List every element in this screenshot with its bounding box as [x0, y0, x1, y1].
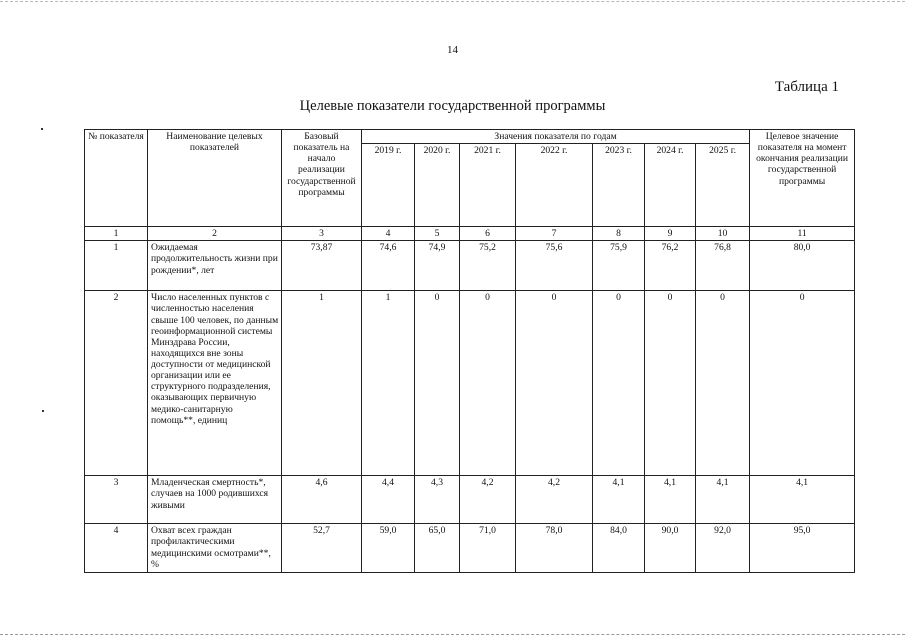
base-value: 1	[282, 291, 362, 476]
year-value: 75,2	[460, 241, 516, 291]
header-year: 2025 г.	[696, 144, 750, 227]
column-index: 9	[645, 227, 696, 241]
table-row	[85, 291, 855, 476]
scan-speck	[42, 410, 44, 412]
column-index: 1	[85, 227, 148, 241]
year-value: 74,6	[362, 241, 415, 291]
year-value: 84,0	[593, 524, 645, 573]
year-value: 4,4	[362, 476, 415, 524]
target-indicators-table	[84, 129, 855, 573]
column-index-row	[85, 227, 855, 241]
header-indicator-name: Наименование целевых показателей	[148, 130, 282, 227]
year-value: 0	[415, 291, 460, 476]
column-index: 3	[282, 227, 362, 241]
year-value: 0	[593, 291, 645, 476]
scan-speck	[41, 128, 43, 130]
indicator-name: Ожидаемая продолжительность жизни при рождении*, лет	[148, 241, 282, 291]
year-value: 76,8	[696, 241, 750, 291]
year-value: 71,0	[460, 524, 516, 573]
column-index: 4	[362, 227, 415, 241]
base-value: 4,6	[282, 476, 362, 524]
year-value: 76,2	[645, 241, 696, 291]
indicator-name: Охват всех граждан профилактическими медицинскими осмотрами**, %	[148, 524, 282, 573]
header-year: 2022 г.	[516, 144, 593, 227]
header-target-value: Целевое значение показателя на момент окончания реализации государственной программы	[750, 130, 855, 227]
column-index: 8	[593, 227, 645, 241]
header-year: 2024 г.	[645, 144, 696, 227]
base-value: 73,87	[282, 241, 362, 291]
year-value: 65,0	[415, 524, 460, 573]
document-title: Целевые показатели государственной программы	[299, 98, 606, 114]
header-year: 2021 г.	[460, 144, 516, 227]
year-value: 4,2	[460, 476, 516, 524]
target-value: 4,1	[750, 476, 855, 524]
row-number: 3	[85, 476, 148, 524]
year-value: 4,1	[593, 476, 645, 524]
target-value: 80,0	[750, 241, 855, 291]
year-value: 75,6	[516, 241, 593, 291]
indicator-name: Число населенных пунктов с численностью населения свыше 100 человек, по данным геоинформационной системы Минздрава России, находящихся вне зоны доступности от медицинской организации или ее структурного подразделения, оказывающих первичную медико-санитарную помощь**, единиц	[148, 291, 282, 476]
year-value: 1	[362, 291, 415, 476]
year-value: 4,1	[645, 476, 696, 524]
header-values-by-year: Значения показателя по годам	[362, 130, 750, 144]
target-value: 95,0	[750, 524, 855, 573]
year-value: 0	[516, 291, 593, 476]
table-row	[85, 476, 855, 524]
year-value: 90,0	[645, 524, 696, 573]
year-value: 4,2	[516, 476, 593, 524]
year-value: 75,9	[593, 241, 645, 291]
header-number: № показателя	[85, 130, 148, 227]
year-value: 92,0	[696, 524, 750, 573]
header-base-value: Базовый показатель на начало реализации государственной программы	[282, 130, 362, 227]
row-number: 4	[85, 524, 148, 573]
year-value: 0	[645, 291, 696, 476]
table-label: Таблица 1	[774, 79, 839, 95]
base-value: 52,7	[282, 524, 362, 573]
scan-edge-bottom	[0, 634, 905, 635]
column-index: 2	[148, 227, 282, 241]
header-year: 2020 г.	[415, 144, 460, 227]
table-row	[85, 241, 855, 291]
column-index: 6	[460, 227, 516, 241]
header-year: 2023 г.	[593, 144, 645, 227]
year-value: 0	[460, 291, 516, 476]
year-value: 4,3	[415, 476, 460, 524]
page-number: 14	[447, 44, 458, 56]
indicator-name: Младенческая смертность*, случаев на 1000 родившихся живыми	[148, 476, 282, 524]
scan-edge-top	[0, 1, 905, 2]
column-index: 7	[516, 227, 593, 241]
year-value: 4,1	[696, 476, 750, 524]
year-value: 78,0	[516, 524, 593, 573]
column-index: 11	[750, 227, 855, 241]
row-number: 2	[85, 291, 148, 476]
table-row	[85, 524, 855, 573]
header-year: 2019 г.	[362, 144, 415, 227]
row-number: 1	[85, 241, 148, 291]
year-value: 0	[696, 291, 750, 476]
target-value: 0	[750, 291, 855, 476]
year-value: 59,0	[362, 524, 415, 573]
year-value: 74,9	[415, 241, 460, 291]
column-index: 10	[696, 227, 750, 241]
column-index: 5	[415, 227, 460, 241]
